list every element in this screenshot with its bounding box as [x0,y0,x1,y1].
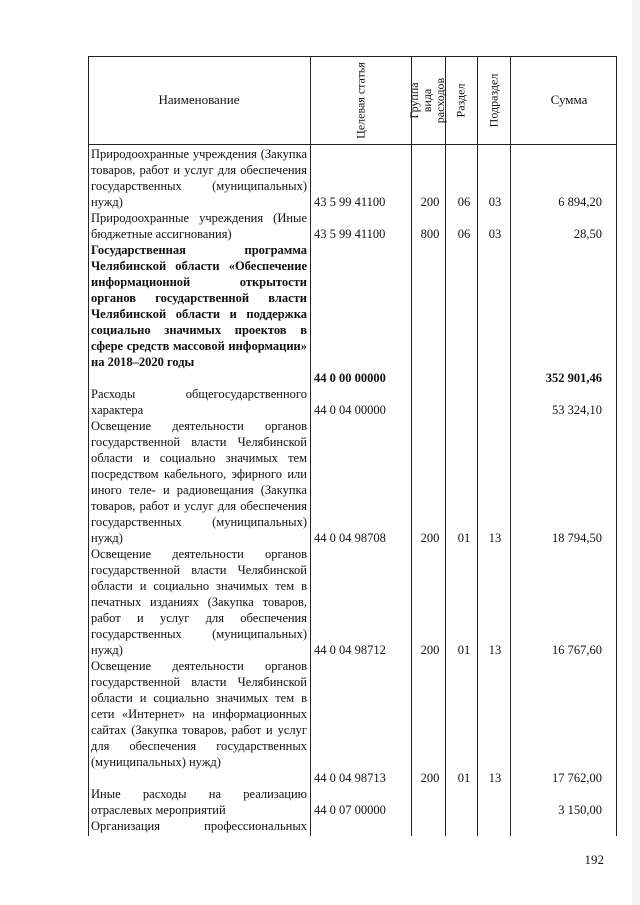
row-code: 44 0 00 00000 [314,371,386,385]
row-name: Освещение деятельности органов государственной власти Челябинской области и социально значимых тем в печатных изданиях (Закупка товаров, работ и услуг для обеспечения государственных (муниципальных) нужд) [91,547,307,657]
table-row [88,658,616,786]
table-row [88,242,616,386]
header-bottom-border [88,144,616,145]
row-group: 200 [420,771,440,785]
row-subsection: 13 [488,531,502,545]
row-name: Природоохранные учреждения (Иные бюджетные ассигнования) [91,211,307,241]
row-sum: 53 324,10 [552,403,602,417]
header-group: Группа вида расходов [407,77,448,123]
row-section: 06 [457,195,471,209]
row-sum: 16 767,60 [552,643,602,657]
row-group: 800 [420,227,440,241]
row-name: Расходы общегосударственного характера [91,387,307,417]
header-group-cell [407,56,448,144]
row-code: 44 0 07 00000 [314,803,386,817]
row-code: 44 0 04 00000 [314,403,386,417]
page-number: 192 [584,852,604,867]
row-code: 44 0 04 98713 [314,771,386,785]
table-row [88,818,616,834]
row-section: 06 [457,227,471,241]
header-subsection-cell [477,56,510,144]
row-sum: 18 794,50 [552,531,602,545]
row-group: 200 [420,195,440,209]
table-row [88,386,616,418]
column-divider [616,56,617,836]
row-section: 01 [457,531,471,545]
row-sum: 352 901,46 [545,371,602,385]
header-code: Целевая статья [353,61,367,139]
row-name: Освещение деятельности органов государственной власти Челябинской области и социально значимых тем в сети «Интернет» на информационных сайтах (Закупка товаров, работ и услуг для обеспечения государственных (муниципальных) нужд) [91,659,307,769]
row-sum: 17 762,00 [552,771,602,785]
scrollbar[interactable] [632,0,640,905]
row-name: Освещение деятельности органов государственной власти Челябинской области и социально значимых тем посредством кабельного, эфирного или иного теле- и радиовещания (Закупка товаров, работ и услуг для обеспечения государственных (муниципальных) нужд) [91,419,307,545]
header-sum: Сумма [550,92,588,107]
row-subsection: 03 [488,195,502,209]
row-name: Иные расходы на реализацию отраслевых мероприятий [91,787,307,817]
header-section: Раздел [453,83,468,117]
row-subsection: 03 [488,227,502,241]
row-group: 200 [420,531,440,545]
row-section: 01 [457,771,471,785]
row-name: Государственная программа Челябинской области «Обеспечение информационной открытости органов государственной власти Челябинской области и поддержка социально значимых проектов в сфере средств массовой информации» на 2018–2020 годы [91,243,307,369]
row-name: Организация профессиональных [91,819,307,833]
row-section: 01 [457,643,471,657]
table-row [88,146,616,210]
row-code: 44 0 04 98712 [314,643,386,657]
row-subsection: 13 [488,771,502,785]
row-subsection: 13 [488,643,502,657]
row-name: Природоохранные учреждения (Закупка товаров, работ и услуг для обеспечения государственных (муниципальных) нужд) [91,147,307,209]
row-code: 44 0 04 98708 [314,531,386,545]
header-subsection: Подраздел [486,73,501,127]
header-name: Наименование [158,92,240,107]
table-row [88,418,616,546]
row-code: 43 5 99 41100 [314,195,386,209]
header-code-cell [310,56,411,144]
row-sum: 3 150,00 [558,803,602,817]
table-row [88,786,616,818]
row-sum: 6 894,20 [558,195,602,209]
row-code: 43 5 99 41100 [314,227,386,241]
table-row [88,546,616,658]
table-row [88,210,616,242]
row-sum: 28,50 [573,227,602,241]
header-section-cell [445,56,477,144]
row-group: 200 [420,643,440,657]
